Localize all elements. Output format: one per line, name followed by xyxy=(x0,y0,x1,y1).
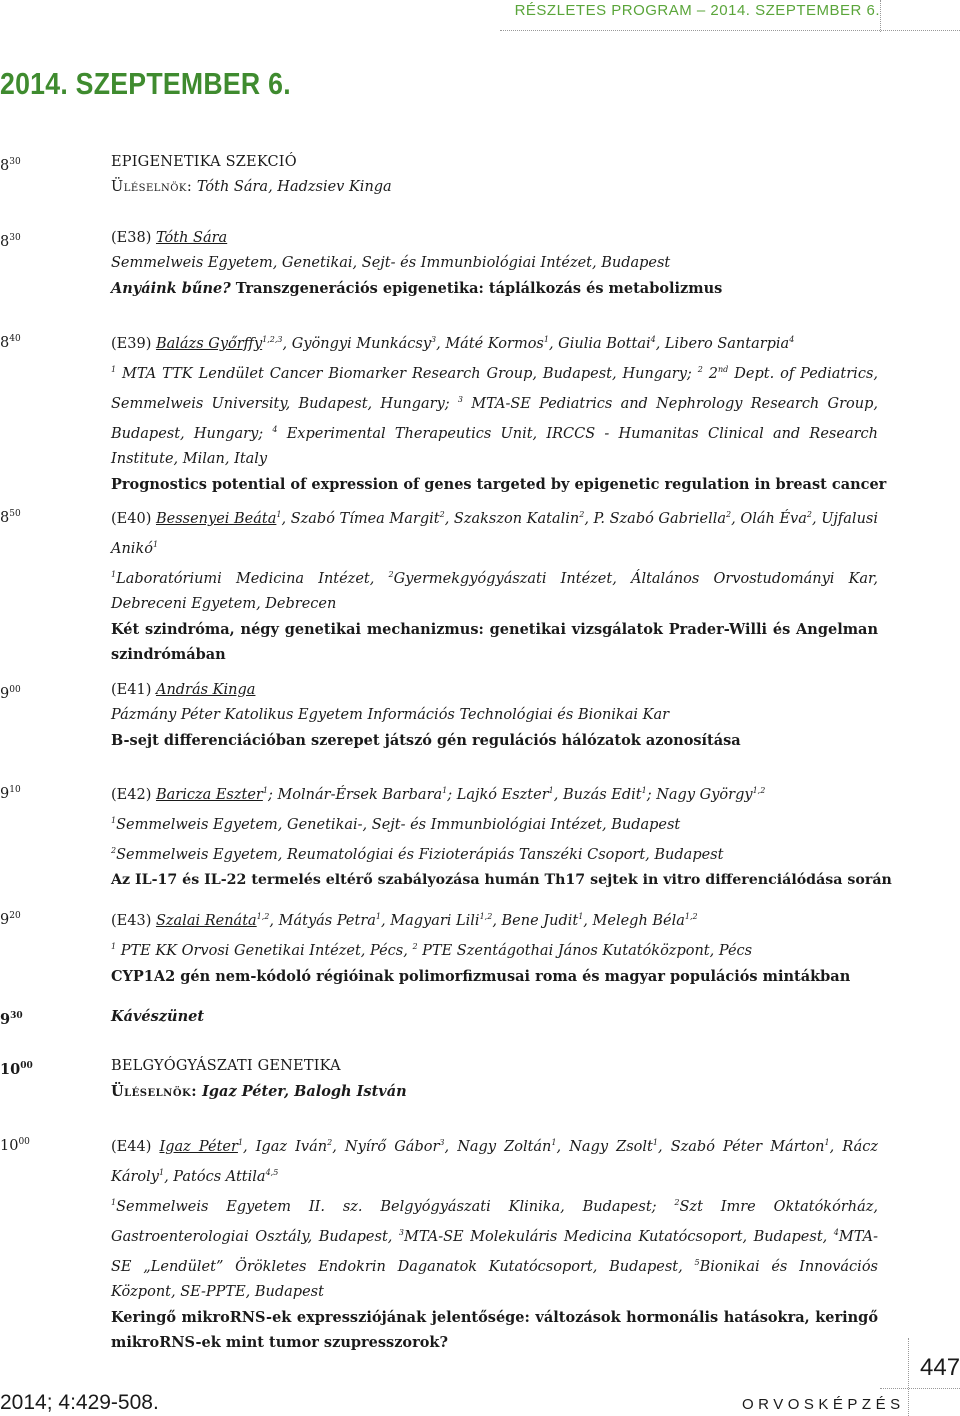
abstract-e42 xyxy=(0,778,892,893)
footer-divider-vertical xyxy=(908,1338,909,1416)
affiliation: Semmelweis Egyetem, Genetikai, Sejt- és Immunbiológiai Intézet, Budapest xyxy=(111,255,671,271)
running-header: RÉSZLETES PROGRAM – 2014. SZEPTEMBER 6. xyxy=(514,2,880,19)
abstract-e38 xyxy=(0,226,880,302)
footer-journal-name: ORVOSKÉPZÉS xyxy=(742,1396,905,1413)
presenter-link[interactable]: Balázs Győrffy xyxy=(155,336,263,352)
break-label: Kávészünet xyxy=(111,1008,205,1025)
author-line: (E38) Tóth Sára xyxy=(111,230,228,246)
abstract-e43 xyxy=(0,904,880,989)
presenter-link[interactable]: Szalai Renáta xyxy=(155,913,257,929)
author-line: (E39) Balázs Győrffy$^{1,2,3}$, Gyöngyi Munkácsy$^3$, Máté Kormos$^1$, Giulia Bottai$^4$, Libero Santarpia$^4$ xyxy=(111,335,795,352)
abstract-time: $10^{00}$ xyxy=(0,1137,30,1154)
abstract-title: CYP1A2 gén nem-kódoló régióinak polimorfizmusai roma és magyar populációs mintákban xyxy=(111,968,851,985)
abstract-title: B-sejt differenciációban szerepet játszó gén regulációs hálózatok azonosítása xyxy=(111,732,741,749)
abstract-e44 xyxy=(0,1130,880,1355)
affiliation: $^1$ PTE KK Orvosi Genetikai Intézet, Pécs, $^2$ PTE Szentágothai János Kutatóközpont, Pécs xyxy=(111,942,753,959)
break-time: $9^{30}$ xyxy=(0,1011,23,1028)
author-line: (E41) András Kinga xyxy=(111,682,256,698)
presenter-link[interactable]: Baricza Eszter xyxy=(155,787,263,803)
abstract-title: Keringő mikroRNS-ek expressziójának jelentősége: változások hormonális hatásokra, keringő mikroRNS-ek mint tumor szupresszorok? xyxy=(111,1309,878,1351)
author-line: (E40) Bessenyei Beáta$^1$, Szabó Tímea Margit$^2$, Szakszon Katalin$^2$, P. Szabó Gabriella$^2$, Oláh Éva$^2$, Ujfalusi Anikó$^1$ xyxy=(111,510,878,557)
author-line: (E43) Szalai Renáta$^{1,2}$, Mátyás Petra$^1$, Magyari Lili$^{1,2}$, Bene Judit$^1$, Melegh Béla$^{1,2}$ xyxy=(111,912,698,929)
session-epigenetika xyxy=(0,150,880,200)
affiliation: $^1$ MTA TTK Lendület Cancer Biomarker Research Group, Budapest, Hungary; $^2$ 2nd Dept. of Pediatrics, Semmelweis University, Budapest, Hungary; $^3$ MTA-SE Pediatrics and Nephrology Research Group, Budapest, Hungary; $^4$ Experimental Therapeutics Unit, IRCCS - Humanitas Clinical and Research Institute, Milan, Italy xyxy=(111,365,878,467)
header-divider-horizontal xyxy=(500,30,960,31)
affiliation: Pázmány Péter Katolikus Egyetem Információs Technológiai és Bionikai Kar xyxy=(111,707,670,723)
abstract-time: $8^{40}$ xyxy=(0,334,21,351)
abstract-time: $9^{20}$ xyxy=(0,911,21,928)
footer-citation: 2014; 4:429-508. xyxy=(0,1391,159,1414)
day-title: 2014. SZEPTEMBER 6. xyxy=(0,66,291,101)
affiliation: $^2$Semmelweis Egyetem, Reumatológiai és Fizioterápiás Tanszéki Csoport, Budapest xyxy=(111,846,724,863)
session-time: $8^{30}$ xyxy=(0,157,21,174)
abstract-e40 xyxy=(0,502,880,667)
affiliation: $^1$Laboratóriumi Medicina Intézet, $^2$Gyermekgyógyászati Intézet, Általános Orvostudományi Kar, Debreceni Egyetem, Debrecen xyxy=(111,570,879,612)
author-line: (E44) Igaz Péter$^1$, Igaz Iván$^2$, Nyírő Gábor$^3$, Nagy Zoltán$^1$, Nagy Zsolt$^1$, Szabó Péter Márton$^1$, Rácz Károly$^1$, Patócs Attila$^{4,5}$ xyxy=(111,1138,879,1185)
abstract-title: Anyáink bűne? Transzgenerációs epigenetika: táplálkozás és metabolizmus xyxy=(111,280,723,297)
abstract-time: $8^{50}$ xyxy=(0,509,21,526)
session-title: EPIGENETIKA SZEKCIÓ xyxy=(111,154,297,170)
session-chairs: Üléselnök: Igaz Péter, Balogh István xyxy=(111,1083,407,1100)
abstract-time: $9^{00}$ xyxy=(0,685,21,702)
header-divider-vertical xyxy=(880,0,881,32)
abstract-title: Prognostics potential of expression of genes targeted by epigenetic regulation in breast cancer xyxy=(111,476,887,493)
presenter-link[interactable]: Igaz Péter xyxy=(159,1139,238,1155)
affiliation: $^1$Semmelweis Egyetem II. sz. Belgyógyászati Klinika, Budapest; $^2$Szt Imre Oktatókórház, Gastroenterologiai Osztály, Budapest, $^3$MTA-SE Molekuláris Medicina Kutatócsoport, Budapest, $^4$MTA-SE „Lendület” Örökletes Endokrin Daganatok Kutatócsoport, Budapest, $^5$Bionikai és Innovációs Központ, SE-PPTE, Budapest xyxy=(111,1198,878,1300)
session-belgyogyaszati-genetika xyxy=(0,1054,880,1104)
affiliation: $^1$Semmelweis Egyetem, Genetikai-, Sejt- és Immunbiológiai Intézet, Budapest xyxy=(111,816,681,833)
abstract-time: $9^{10}$ xyxy=(0,785,21,802)
abstract-time: $8^{30}$ xyxy=(0,233,21,250)
abstract-title: Az IL-17 és IL-22 termelés eltérő szabályozása humán Th17 sejtek in vitro differenciálódása során xyxy=(111,872,892,888)
coffee-break xyxy=(0,1004,880,1029)
footer-divider-horizontal xyxy=(880,1388,960,1389)
author-line: (E42) Baricza Eszter$^1$; Molnár-Érsek Barbara$^1$; Lajkó Eszter$^1$, Buzás Edit$^1$; Nagy György$^{1,2}$ xyxy=(111,786,766,803)
session-time: $10^{00}$ xyxy=(0,1061,33,1078)
page-number: 447 xyxy=(920,1354,960,1381)
session-chairs: Üléselnök: Tóth Sára, Hadzsiev Kinga xyxy=(111,179,392,195)
session-title: BELGYÓGYÁSZATI GENETIKA xyxy=(111,1058,341,1074)
abstract-e39 xyxy=(0,327,887,497)
presenter-link[interactable]: Tóth Sára xyxy=(155,230,228,246)
presenter-link[interactable]: András Kinga xyxy=(155,682,256,698)
abstract-e41 xyxy=(0,678,880,753)
presenter-link[interactable]: Bessenyei Beáta xyxy=(155,511,277,527)
abstract-title: Két szindróma, négy genetikai mechanizmus: genetikai vizsgálatok Prader-Willi és Angelman szindrómában xyxy=(111,621,878,663)
